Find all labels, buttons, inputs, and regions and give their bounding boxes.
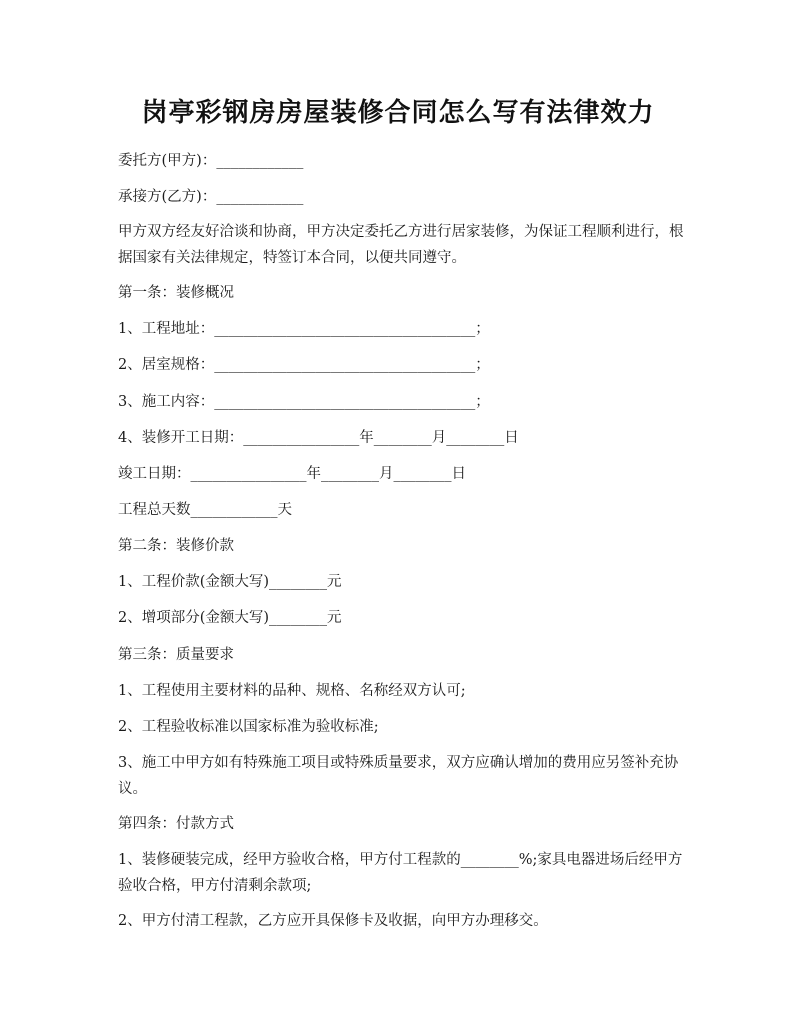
acceptance-standard-line: 2、工程验收标准以国家标准为验收标准; — [118, 719, 379, 735]
total-days-line: 工程总天数____________天 — [118, 502, 292, 518]
intro-paragraph: 甲方双方经友好洽谈和协商，甲方决定委托乙方进行居家装修，为保证工程顺利进行，根据国家有关法律规定，特签订本合同，以便共同遵守。 — [118, 224, 684, 266]
article-2-heading: 第二条：装修价款 — [118, 538, 234, 554]
room-spec-line: 2、居室规格：____________________________________； — [118, 357, 490, 373]
start-date-line: 4、装修开工日期：________________年________月________日 — [118, 430, 519, 446]
payment-terms-paragraph: 1、装修硬装完成，经甲方验收合格，甲方付工程款的________%;家具电器进场后经甲方验收合格，甲方付清剩余款项; — [118, 852, 683, 894]
document-title: 岗亭彩钢房房屋装修合同怎么写有法律效力 — [141, 98, 655, 128]
materials-line: 1、工程使用主要材料的品种、规格、名称经双方认可; — [118, 683, 466, 699]
construction-content-line: 3、施工内容：____________________________________； — [118, 394, 490, 410]
article-4-heading: 第四条：付款方式 — [118, 816, 234, 832]
handover-line: 2、甲方付清工程款，乙方应开具保修卡及收据，向甲方办理移交。 — [118, 913, 548, 929]
completion-date-line: 竣工日期：________________年________月________日 — [118, 466, 466, 482]
article-1-heading: 第一条：装修概况 — [118, 285, 234, 301]
additional-items-line: 2、增项部分(金额大写)________元 — [118, 610, 342, 626]
party-b-line: 承接方(乙方)：____________ — [118, 189, 304, 205]
project-price-line: 1、工程价款(金额大写)________元 — [118, 574, 342, 590]
party-a-line: 委托方(甲方)：____________ — [118, 153, 304, 169]
special-requirements-paragraph: 3、施工中甲方如有特殊施工项目或特殊质量要求，双方应确认增加的费用应另签补充协议。 — [118, 755, 679, 797]
article-3-heading: 第三条：质量要求 — [118, 647, 234, 663]
project-address-line: 1、工程地址：____________________________________； — [118, 321, 490, 337]
